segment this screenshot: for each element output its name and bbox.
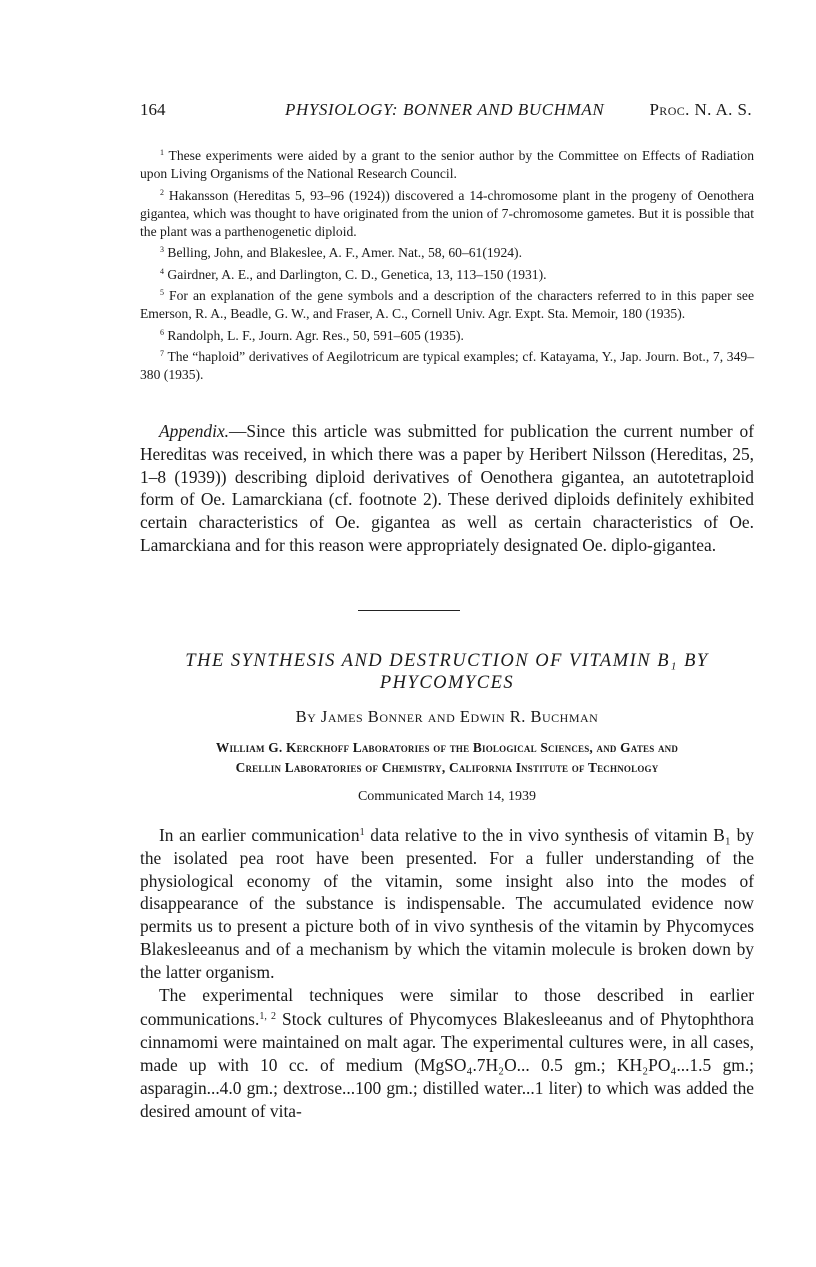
affiliation-line2: Crellin Laboratories of Chemistry, California Institute of Technology bbox=[235, 760, 659, 775]
paragraph-text: In an earlier communication bbox=[159, 825, 360, 845]
footnote bbox=[140, 184, 754, 242]
citation-mark: 1, 2 bbox=[259, 1011, 276, 1023]
journal-abbreviation: Proc. N. A. S. bbox=[649, 100, 752, 119]
page-header bbox=[140, 100, 752, 126]
footnote bbox=[140, 345, 754, 385]
running-head: PHYSIOLOGY: BONNER AND BUCHMAN bbox=[285, 100, 605, 119]
footnote bbox=[140, 284, 754, 324]
paragraph-text: data relative to the in vivo synthesis of vitamin B₁ by the isolated pea root have been presented. For a fuller understanding of the physiological economy of the vitamin, some insight also into the modes of disappearance of the substance is indispensable. The accumulated evidence now permits us to present a picture both of in vivo synthesis of the vitamin by Phycomyces Blakesleeanus and of a mechanism by which the vitamin molecule is broken down by the latter organism. bbox=[140, 825, 754, 982]
footnotes bbox=[140, 144, 754, 385]
footnote bbox=[140, 324, 754, 345]
footnote-text: Hakansson (Hereditas 5, 93–96 (1924)) discovered a 14-chromosome plant in the progeny of Oenothera gigantea, which was thought to have originated from the union of 7-chromosome gametes. But it is possible that the plant was a parthenogenetic diploid. bbox=[140, 187, 754, 240]
appendix-text: —Since this article was submitted for publication the current number of Hereditas was received, in which there was a paper by Heribert Nilsson (Hereditas, 25, 1–8 (1939)) describing diploid derivatives of Oenothera gigantea, an autotetraploid form of Oe. Lamarckiana (cf. footnote 2). These derived diploids definitely exhibited certain characteristics of Oe. gigantea as well as certain characteristics of Oe. Lamarckiana and for this reason were appropriately designated Oe. diplo-gigantea. bbox=[140, 421, 754, 555]
communicated-date: Communicated March 14, 1939 bbox=[357, 789, 537, 804]
footnote bbox=[140, 263, 754, 284]
article-body bbox=[140, 822, 754, 1122]
appendix-paragraph bbox=[140, 420, 754, 557]
author-affiliation bbox=[140, 738, 754, 778]
article-title-line2: PHYCOMYCES bbox=[379, 673, 515, 693]
footnote-mark: 2 bbox=[160, 187, 164, 197]
section-divider bbox=[358, 610, 460, 611]
body-paragraph bbox=[140, 984, 754, 1123]
page-number: 164 bbox=[140, 100, 166, 119]
body-paragraph bbox=[140, 822, 754, 984]
article-title-line1: THE SYNTHESIS AND DESTRUCTION OF VITAMIN B₁ BY bbox=[185, 651, 709, 671]
footnote-text: Gairdner, A. E., and Darlington, C. D., Genetica, 13, 113–150 (1931). bbox=[167, 266, 547, 282]
affiliation-line1: William G. Kerckhoff Laboratories of the Biological Sciences, and Gates and bbox=[215, 740, 679, 755]
author-byline: By James Bonner and Edwin R. Buchman bbox=[295, 707, 599, 726]
citation-mark: 1 bbox=[359, 827, 365, 838]
footnote bbox=[140, 144, 754, 184]
footnote-mark: 5 bbox=[160, 288, 164, 298]
footnote-mark: 3 bbox=[160, 245, 164, 255]
footnote-mark: 7 bbox=[160, 348, 164, 358]
footnote-mark: 1 bbox=[160, 148, 164, 157]
appendix-label: Appendix. bbox=[159, 421, 230, 441]
footnote-text: The “haploid” derivatives of Aegilotricum are typical examples; cf. Katayama, Y., Jap. Journ. Bot., 7, 349–380 (1935). bbox=[140, 348, 754, 383]
footnote-text: Randolph, L. F., Journ. Agr. Res., 50, 591–605 (1935). bbox=[167, 327, 464, 343]
footnote-text: For an explanation of the gene symbols and a description of the characters referred to in this paper see Emerson, R. A., Beadle, G. W., and Fraser, A. C., Cornell Univ. Agr. Expt. Sta. Memoir, 180 (1935). bbox=[140, 288, 754, 322]
paragraph-text: The experimental techniques were similar to those described in earlier communications. bbox=[140, 984, 754, 1030]
footnote-mark: 6 bbox=[160, 327, 164, 337]
footnote-text: Belling, John, and Blakeslee, A. F., Amer. Nat., 58, 60–61(1924). bbox=[167, 245, 522, 261]
footnote bbox=[140, 241, 754, 262]
footnote-text: These experiments were aided by a grant to the senior author by the Committee on Effects of Radiation upon Living Organisms of the National Research Council. bbox=[140, 148, 754, 182]
paragraph-text: Stock cultures of Phycomyces Blakesleeanus and of Phytophthora cinnamomi were maintained on malt agar. The experimental cultures were, in all cases, made up with 10 cc. of medium (MgSO₄.7H₂O... 0.5 gm.; KH₂PO₄...1.5 gm.; asparagin...4.0 gm.; dextrose...100 gm.; distilled water...1 liter) to which was added the desired amount of vita- bbox=[140, 1009, 755, 1121]
footnote-mark: 4 bbox=[160, 266, 164, 276]
article-title bbox=[140, 650, 754, 694]
